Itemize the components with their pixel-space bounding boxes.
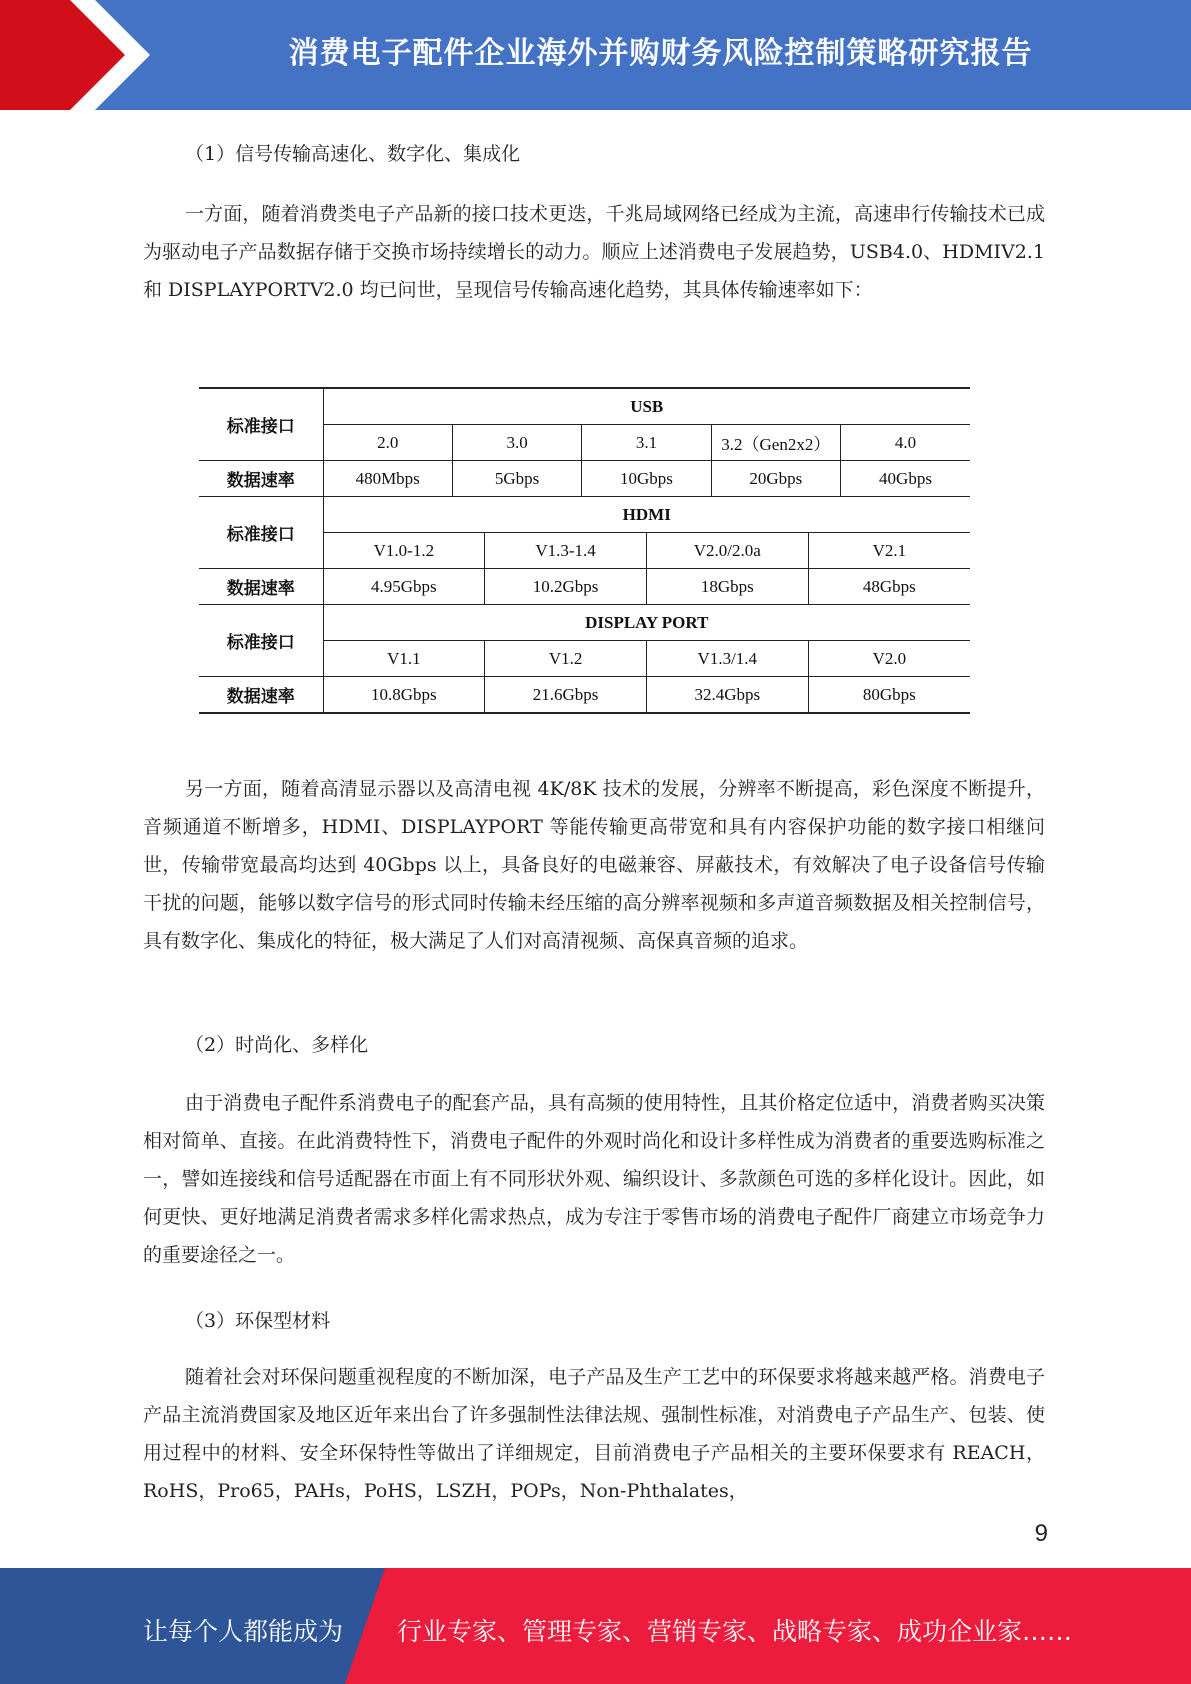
table-cell: 3.2（Gen2x2）: [711, 425, 840, 461]
section-2-paragraph: 由于消费电子配件系消费电子的配套产品，具有高频的使用特性，且其价格定位适中，消费者购买决策相对简单、直接。在此消费特性下，消费电子配件的外观时尚化和设计多样性成为消费者的重要选购标准之一，譬如连接线和信号适配器在市面上有不同形状外观、编织设计、多款颜色可选的多样化设计。因此，如何更快、更好地满足消费者需求多样化需求热点，成为专注于零售市场的消费电子配件厂商建立市场竞争力的重要途径之一。: [143, 1092, 1045, 1266]
table-row: [199, 569, 970, 605]
table-label-rate: 数据速率: [199, 461, 323, 497]
page-header: [0, 0, 1191, 110]
table-cell: 10.8Gbps: [323, 677, 485, 714]
table-label-interface: 标准接口: [199, 497, 323, 569]
table-cell: V2.0: [808, 641, 970, 677]
table-cell: 10.2Gbps: [485, 569, 647, 605]
table-cell: 2.0: [323, 425, 452, 461]
section-3-paragraph: 随着社会对环保问题重视程度的不断加深，电子产品及生产工艺中的环保要求将越来越严格。消费电子产品主流消费国家及地区近年来出台了许多强制性法律法规、强制性标准，对消费电子产品生产、包装、使用过程中的材料、安全环保特性等做出了详细规定，目前消费电子产品相关的主要环保要求有 REACH，RoHS，Pro65，PAHs，PoHS，LSZH，POPs，Non-Phthalates，: [143, 1366, 1045, 1502]
footer-slogan-right: 行业专家、管理专家、营销专家、战略专家、成功企业家……: [397, 1617, 1073, 1646]
usb-group-title: USB: [323, 388, 970, 425]
table-cell: 18Gbps: [646, 569, 808, 605]
table-row: [199, 388, 970, 425]
table-label-rate: 数据速率: [199, 569, 323, 605]
section-2-heading: （2）时尚化、多样化: [185, 1034, 369, 1056]
table-cell: V1.3-1.4: [485, 533, 647, 569]
table-label-rate: 数据速率: [199, 677, 323, 714]
table-cell: V1.2: [485, 641, 647, 677]
displayport-group-title: DISPLAY PORT: [323, 605, 970, 641]
table-cell: V2.0/2.0a: [646, 533, 808, 569]
section-1-paragraph-2: 另一方面，随着高清显示器以及高清电视 4K/8K 技术的发展，分辨率不断提高，彩色深度不断提升，音频通道不断增多，HDMI、DISPLAYPORT 等能传输更高带宽和具有内容保护功能的数字接口相继问世，传输带宽最高均达到 40Gbps 以上，具备良好的电磁兼容、屏蔽技术，有效解决了电子设备信号传输干扰的问题，能够以数字信号的形式同时传输未经压缩的高分辨率视频和多声道音频数据及相关控制信号，具有数字化、集成化的特征，极大满足了人们对高清视频、高保真音频的追求。: [143, 778, 1045, 952]
table-row: [199, 677, 970, 714]
footer-slogan-left: 让每个人都能成为: [143, 1617, 344, 1646]
table-cell: 4.0: [841, 425, 971, 461]
table-cell: 48Gbps: [808, 569, 970, 605]
table-cell: V1.1: [323, 641, 485, 677]
header-arrow-decoration: [0, 0, 160, 110]
hdmi-group-title: HDMI: [323, 497, 970, 533]
table-cell: 3.1: [582, 425, 711, 461]
table-row: [199, 605, 970, 641]
table-cell: 80Gbps: [808, 677, 970, 714]
table-cell: 4.95Gbps: [323, 569, 485, 605]
interface-speed-table: [199, 387, 970, 714]
table-row: [199, 461, 970, 497]
table-cell: 3.0: [452, 425, 581, 461]
table-cell: 480Mbps: [323, 461, 452, 497]
table-cell: 32.4Gbps: [646, 677, 808, 714]
page-footer: [0, 1568, 1191, 1684]
section-3-heading: （3）环保型材料: [185, 1310, 331, 1332]
page-number: 9: [1034, 1520, 1048, 1547]
section-1-paragraph-1: 一方面，随着消费类电子产品新的接口技术更迭，千兆局域网络已经成为主流，高速串行传输技术已成为驱动电子产品数据存储于交换市场持续增长的动力。顺应上述消费电子发展趋势，USB4.0、HDMIV2.1 和 DISPLAYPORTV2.0 均已问世，呈现信号传输高速化趋势，其具体传输速率如下：: [143, 203, 1045, 301]
table-cell: V2.1: [808, 533, 970, 569]
report-title: 消费电子配件企业海外并购财务风险控制策略研究报告: [288, 36, 1033, 71]
table-cell: 5Gbps: [452, 461, 581, 497]
section-1-heading: （1）信号传输高速化、数字化、集成化: [185, 143, 521, 165]
table-cell: 20Gbps: [711, 461, 840, 497]
table-cell: V1.3/1.4: [646, 641, 808, 677]
table-cell: 10Gbps: [582, 461, 711, 497]
table-label-interface: 标准接口: [199, 388, 323, 461]
table-cell: 21.6Gbps: [485, 677, 647, 714]
table-label-interface: 标准接口: [199, 605, 323, 677]
table-cell: 40Gbps: [841, 461, 971, 497]
table-cell: V1.0-1.2: [323, 533, 485, 569]
table-row: [199, 497, 970, 533]
